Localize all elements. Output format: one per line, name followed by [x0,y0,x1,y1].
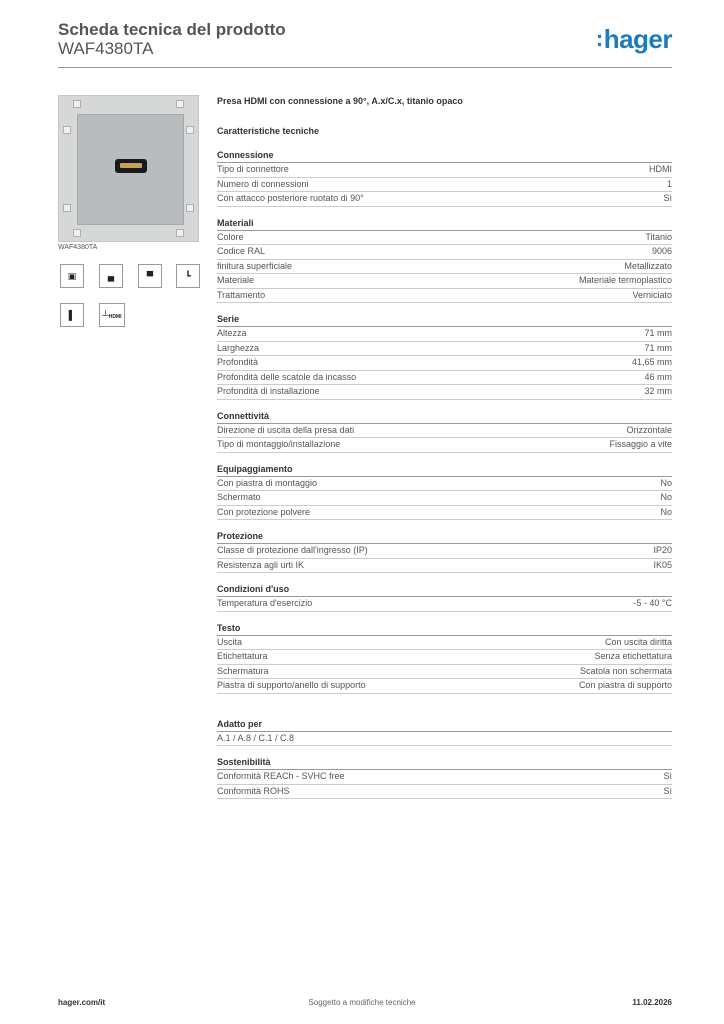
spec-value: Fissaggio a vite [609,439,672,449]
spec-section-adatto [217,717,672,747]
spec-label: Etichettatura [217,651,268,661]
mounting-clip [63,126,71,134]
spec-label: A.1 / A.8 / C.1 / C.8 [217,732,295,743]
spec-row [217,231,672,246]
spec-row [217,385,672,400]
hdmi-connector-label: HDMI [108,314,122,320]
image-caption: WAF4380TA [58,244,98,251]
spec-value: 9006 [651,246,672,256]
spec-value: 32 mm [644,386,672,396]
spec-label: Con attacco posteriore ruotato di 90° [217,193,364,203]
section-title: Connessione [217,148,672,163]
spec-row [217,274,672,289]
spec-section-testo [217,621,672,694]
flush-mount-icon: ▀ [138,264,162,288]
spec-section-condizioni [217,582,672,612]
mounting-clip [186,126,194,134]
spec-value: -5 - 40 °C [633,598,672,608]
spec-label: Con protezione polvere [217,506,311,517]
spec-value: No [660,492,672,502]
spec-label: finitura superficiale [217,260,293,271]
spec-section-equipaggiamento [217,462,672,521]
mounting-clip [73,229,81,237]
spec-value: 46 mm [644,371,672,382]
spec-label: Colore [217,231,244,242]
section-spacer [217,703,672,717]
page-title: Scheda tecnica del prodotto [58,20,286,39]
spec-value: Verniciato [632,289,672,300]
single-socket-icon: ▣ [60,264,84,288]
spec-label: Codice RAL [217,246,266,256]
spec-value: Scatola non schermata [579,665,672,676]
spec-row [217,178,672,193]
spec-row [217,597,672,612]
mounting-clip [73,100,81,108]
spec-value: Sì [663,771,672,781]
spec-row [217,665,672,680]
spec-row [217,342,672,357]
spec-value: HDMI [649,164,672,174]
spec-row [217,477,672,492]
spec-value: Con piastra di supporto [578,680,672,690]
spec-row [217,491,672,506]
spec-section-serie [217,312,672,400]
spec-label: Schermato [217,492,261,502]
spec-row [217,785,672,800]
spec-row [217,544,672,559]
spec-row [217,289,672,304]
footer-date: 11.02.2026 [632,998,672,1007]
spec-label: Piastra di supporto/anello di supporto [217,680,366,690]
footer-website-link[interactable]: hager.com/it [58,998,106,1007]
spec-row [217,424,672,439]
product-description: Presa HDMI con connessione a 90°, A.x/C.x, titanio opaco [217,96,463,106]
spec-row [217,438,672,453]
logo-dots: : [595,26,603,51]
spec-row [217,650,672,665]
section-title: Materiali [217,216,672,231]
spec-row [217,260,672,275]
hdmi-port-icon [115,159,147,173]
spec-section-materiali [217,216,672,304]
spec-label: Profondità [217,357,259,367]
spec-label: Numero di connessioni [217,178,309,189]
spec-label: Trattamento [217,289,266,300]
spec-section-connettivita [217,409,672,453]
spec-row [217,506,672,521]
spec-value: 71 mm [644,342,672,353]
spec-value: Sì [663,785,672,796]
spec-value: IK05 [653,559,672,570]
spec-value: No [660,506,672,517]
hdmi-connector-glyph: ┴ [102,310,109,320]
spec-row [217,636,672,651]
cover-plate [77,114,184,225]
characteristics-title: Caratteristiche tecniche [217,126,320,136]
spec-label: Direzione di uscita della presa dati [217,424,355,435]
spec-row [217,327,672,342]
spec-row [217,679,672,694]
spec-value: IP20 [653,545,672,555]
section-title: Connettività [217,409,672,424]
spec-value: Senza etichettatura [594,651,672,661]
spec-row [217,732,672,747]
mounting-clip [176,100,184,108]
spec-section-sostenibilita [217,755,672,799]
product-image [58,95,199,242]
surface-mount-icon: ▄ [99,264,123,288]
mounting-clip [176,229,184,237]
mounting-clip [186,204,194,212]
section-title: Adatto per [217,717,672,732]
spec-value: Orizzontale [626,424,672,435]
spec-value: Materiale termoplastico [578,275,672,285]
spec-value: Sì [663,193,672,203]
hager-logo [596,24,672,55]
spec-label: Profondità delle scatole da incasso [217,371,357,382]
cable-entry-icon: ┗ [176,264,200,288]
spec-row [217,371,672,386]
mounting-clip [63,204,71,212]
spec-label: Materiale [217,275,255,285]
spec-value: No [660,477,672,488]
spec-label: Profondità di installazione [217,386,320,396]
spec-label: Con piastra di montaggio [217,477,318,488]
spec-label: Conformità ROHS [217,785,290,796]
spec-label: Tipo di montaggio/installazione [217,439,341,449]
spec-row [217,245,672,260]
spec-label: Altezza [217,328,247,338]
spec-label: Larghezza [217,342,260,353]
rear-connection-icon: ▌ [60,303,84,327]
section-title: Sostenibilità [217,755,672,770]
spec-row [217,356,672,371]
spec-value: Metallizzato [624,260,672,271]
spec-value: 1 [666,178,672,189]
spec-label: Tipo di connettore [217,164,289,174]
spec-label: Classe di protezione dall'ingresso (IP) [217,545,368,555]
footer-disclaimer: Soggetto a modifiche tecniche [308,998,416,1007]
spec-section-protezione [217,529,672,573]
spec-value: Con uscita diritta [604,636,672,647]
logo-text: hager [603,24,672,54]
spec-value: Titanio [645,231,672,242]
spec-label: Schermatura [217,665,269,676]
hdmi-connector-icon [99,303,125,327]
section-title: Testo [217,621,672,636]
header-divider [58,67,672,68]
spec-section-connessione [217,148,672,207]
spec-row [217,163,672,178]
spec-row [217,192,672,207]
section-title: Serie [217,312,672,327]
product-code: WAF4380TA [58,39,154,58]
spec-content [217,96,672,808]
spec-row [217,559,672,574]
spec-label: Conformità REACh - SVHC free [217,771,345,781]
section-title: Protezione [217,529,672,544]
spec-row [217,770,672,785]
section-title: Condizioni d'uso [217,582,672,597]
section-title: Equipaggiamento [217,462,672,477]
spec-label: Resistenza agli urti IK [217,559,305,570]
spec-label: Temperatura d'esercizio [217,598,313,608]
spec-label: Uscita [217,636,243,647]
spec-value: 41,65 mm [631,357,672,367]
spec-value: 71 mm [644,328,672,338]
